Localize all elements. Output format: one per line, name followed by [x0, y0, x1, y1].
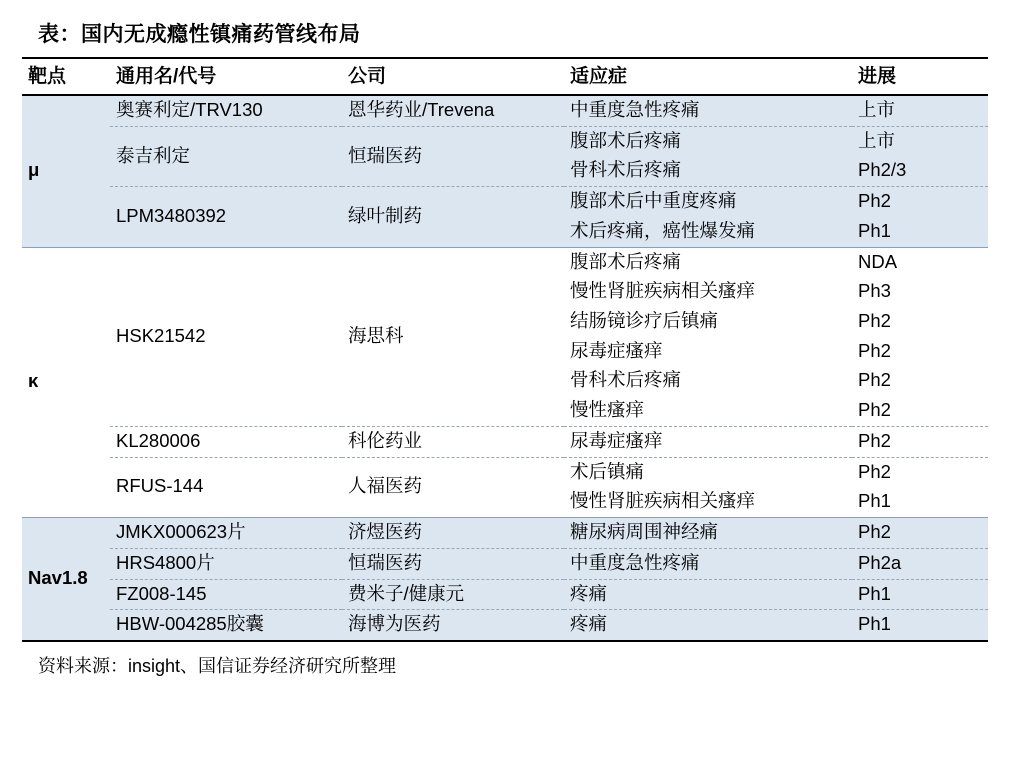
cell-drug-name: 泰吉利定	[110, 126, 342, 186]
cell-drug-name: HBW-004285胶囊	[110, 610, 342, 640]
cell-indication: 中重度急性疼痛	[564, 95, 852, 126]
column-header-name: 通用名/代号	[110, 58, 342, 95]
column-header-target: 靶点	[22, 58, 110, 95]
cell-indication: 尿毒症瘙痒	[564, 426, 852, 457]
cell-progress: Ph3	[852, 277, 988, 307]
cell-drug-name: JMKX000623片	[110, 518, 342, 549]
cell-company: 恒瑞医药	[342, 126, 564, 186]
cell-indication: 腹部术后疼痛	[564, 247, 852, 277]
cell-progress: Ph1	[852, 579, 988, 610]
cell-progress: Ph2	[852, 426, 988, 457]
cell-indication: 腹部术后中重度疼痛	[564, 187, 852, 217]
table-row	[22, 579, 988, 610]
cell-indication: 慢性肾脏疾病相关瘙痒	[564, 487, 852, 517]
cell-indication: 尿毒症瘙痒	[564, 337, 852, 367]
cell-progress: 上市	[852, 95, 988, 126]
cell-indication: 骨科术后疼痛	[564, 156, 852, 186]
cell-indication: 慢性瘙痒	[564, 396, 852, 426]
table-row	[22, 518, 988, 549]
cell-progress: Ph1	[852, 487, 988, 517]
cell-company: 费米子/健康元	[342, 579, 564, 610]
pipeline-table	[22, 57, 988, 640]
column-header-indication: 适应症	[564, 58, 852, 95]
cell-indication: 术后疼痛，癌性爆发痛	[564, 217, 852, 247]
cell-company: 恩华药业/Trevena	[342, 95, 564, 126]
cell-progress: Ph2	[852, 366, 988, 396]
table-row	[22, 187, 988, 217]
cell-company: 人福医药	[342, 457, 564, 517]
cell-company: 恒瑞医药	[342, 548, 564, 579]
table-row	[22, 95, 988, 126]
cell-indication: 腹部术后疼痛	[564, 126, 852, 156]
cell-drug-name: LPM3480392	[110, 187, 342, 247]
cell-company: 济煜医药	[342, 518, 564, 549]
cell-progress: Ph2	[852, 457, 988, 487]
cell-progress: Ph2	[852, 396, 988, 426]
cell-progress: Ph1	[852, 610, 988, 640]
table-row	[22, 548, 988, 579]
cell-drug-name: 奥赛利定/TRV130	[110, 95, 342, 126]
column-header-company: 公司	[342, 58, 564, 95]
table-header-row	[22, 58, 988, 95]
cell-drug-name: RFUS-144	[110, 457, 342, 517]
cell-indication: 骨科术后疼痛	[564, 366, 852, 396]
cell-progress: NDA	[852, 247, 988, 277]
cell-target: μ	[22, 95, 110, 247]
cell-progress: 上市	[852, 126, 988, 156]
cell-progress: Ph1	[852, 217, 988, 247]
table-row	[22, 126, 988, 156]
cell-progress: Ph2/3	[852, 156, 988, 186]
table-body	[22, 95, 988, 640]
cell-company: 绿叶制药	[342, 187, 564, 247]
cell-company: 科伦药业	[342, 426, 564, 457]
cell-indication: 中重度急性疼痛	[564, 548, 852, 579]
table-row	[22, 426, 988, 457]
cell-progress: Ph2a	[852, 548, 988, 579]
cell-drug-name: FZ008-145	[110, 579, 342, 610]
cell-target: κ	[22, 247, 110, 517]
cell-indication: 疼痛	[564, 610, 852, 640]
column-header-progress: 进展	[852, 58, 988, 95]
cell-drug-name: HRS4800片	[110, 548, 342, 579]
cell-company: 海博为医药	[342, 610, 564, 640]
cell-target: Nav1.8	[22, 518, 110, 640]
cell-progress: Ph2	[852, 337, 988, 367]
page-title: 表：国内无成瘾性镇痛药管线布局	[38, 23, 361, 46]
source-note: 资料来源：insight、国信证券经济研究所整理	[22, 640, 988, 678]
cell-indication: 慢性肾脏疾病相关瘙痒	[564, 277, 852, 307]
table-row	[22, 610, 988, 640]
cell-drug-name: HSK21542	[110, 247, 342, 426]
table-header	[22, 58, 988, 95]
cell-drug-name: KL280006	[110, 426, 342, 457]
cell-indication: 糖尿病周围神经痛	[564, 518, 852, 549]
cell-indication: 术后镇痛	[564, 457, 852, 487]
cell-progress: Ph2	[852, 187, 988, 217]
cell-progress: Ph2	[852, 518, 988, 549]
cell-company: 海思科	[342, 247, 564, 426]
cell-progress: Ph2	[852, 307, 988, 337]
table-row	[22, 457, 988, 487]
cell-indication: 疼痛	[564, 579, 852, 610]
cell-indication: 结肠镜诊疗后镇痛	[564, 307, 852, 337]
table-row	[22, 247, 988, 277]
